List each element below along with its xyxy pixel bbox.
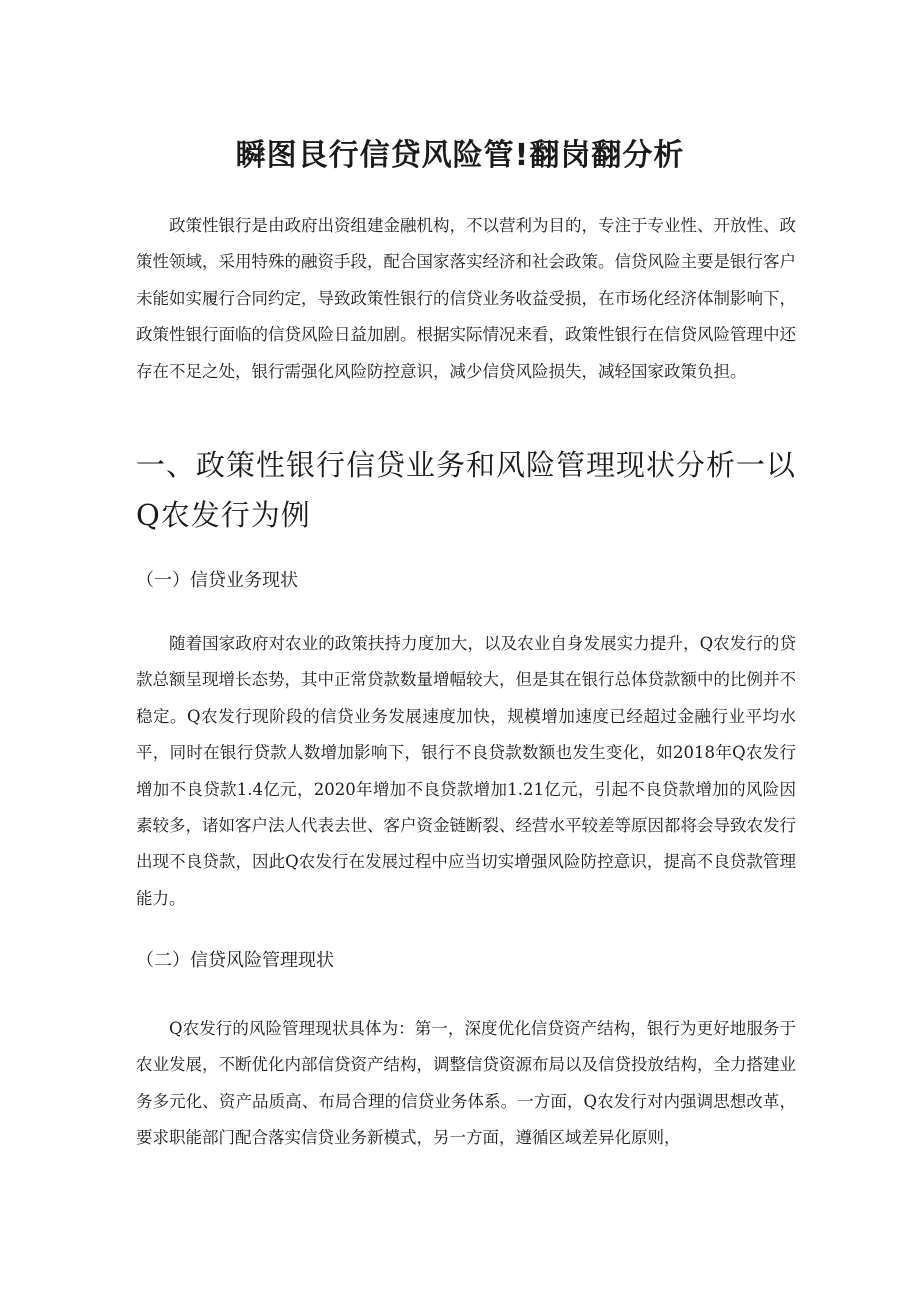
subsection-1-heading: （一）信贷业务现状 xyxy=(136,570,298,591)
intro-paragraph: 政策性银行是由政府出资组建金融机构，不以营利为目的，专注于专业性、开放性、政策性领域，采用特殊的融资手段，配合国家落实经济和社会政策。信贷风险主要是银行客户未能如实履行合同约定，导致政策性银行的信贷业务收益受损，在市场化经济体制影响下，政策性银行面临的信贷风险日益加剧。根据实际情况来看，政策性银行在信贷风险管理中还存在不足之处，银行需强化风险防控意识，减少信贷风险损失，减轻国家政策负担。 xyxy=(136,216,796,381)
section-1-heading: 一、政策性银行信贷业务和风险管理现状分析一以Q农发行为例 xyxy=(136,448,797,532)
subsection-1-paragraph: 随着国家政府对农业的政策扶持力度加大，以及农业自身发展实力提升，Q农发行的贷款总额呈现增长态势，其中正常贷款数量增幅较大，但是其在银行总体贷款额中的比例并不稳定。Q农发行现阶段的信贷业务发展速度加快，规模增加速度已经超过金融行业平均水平，同时在银行贷款人数增加影响下，银行不良贷款数额也发生变化，如2018年Q农发行增加不良贷款1.4亿元，2020年增加不良贷款增加1.21亿元，引起不良贷款增加的风险因素较多，诸如客户法人代表去世、客户资金链断裂、经营水平较差等原因都将会导致农发行出现不良贷款，因此Q农发行在发展过程中应当切实增强风险防控意识，提高不良贷款管理能力。 xyxy=(136,634,796,908)
subsection-2-paragraph: Q农发行的风险管理现状具体为：第一，深度优化信贷资产结构，银行为更好地服务于农业发展，不断优化内部信贷资产结构，调整信贷资源布局以及信贷投放结构，全力搭建业务多元化、资产品质高、布局合理的信贷业务体系。一方面，Q农发行对内强调思想改革，要求职能部门配合落实信贷业务新模式，另一方面，遵循区域差异化原则， xyxy=(136,1019,796,1148)
document-title: 瞬图艮行信贷风险管!翻岗翻分析 xyxy=(235,138,685,173)
subsection-2-heading: （二）信贷风险管理现状 xyxy=(136,950,334,971)
